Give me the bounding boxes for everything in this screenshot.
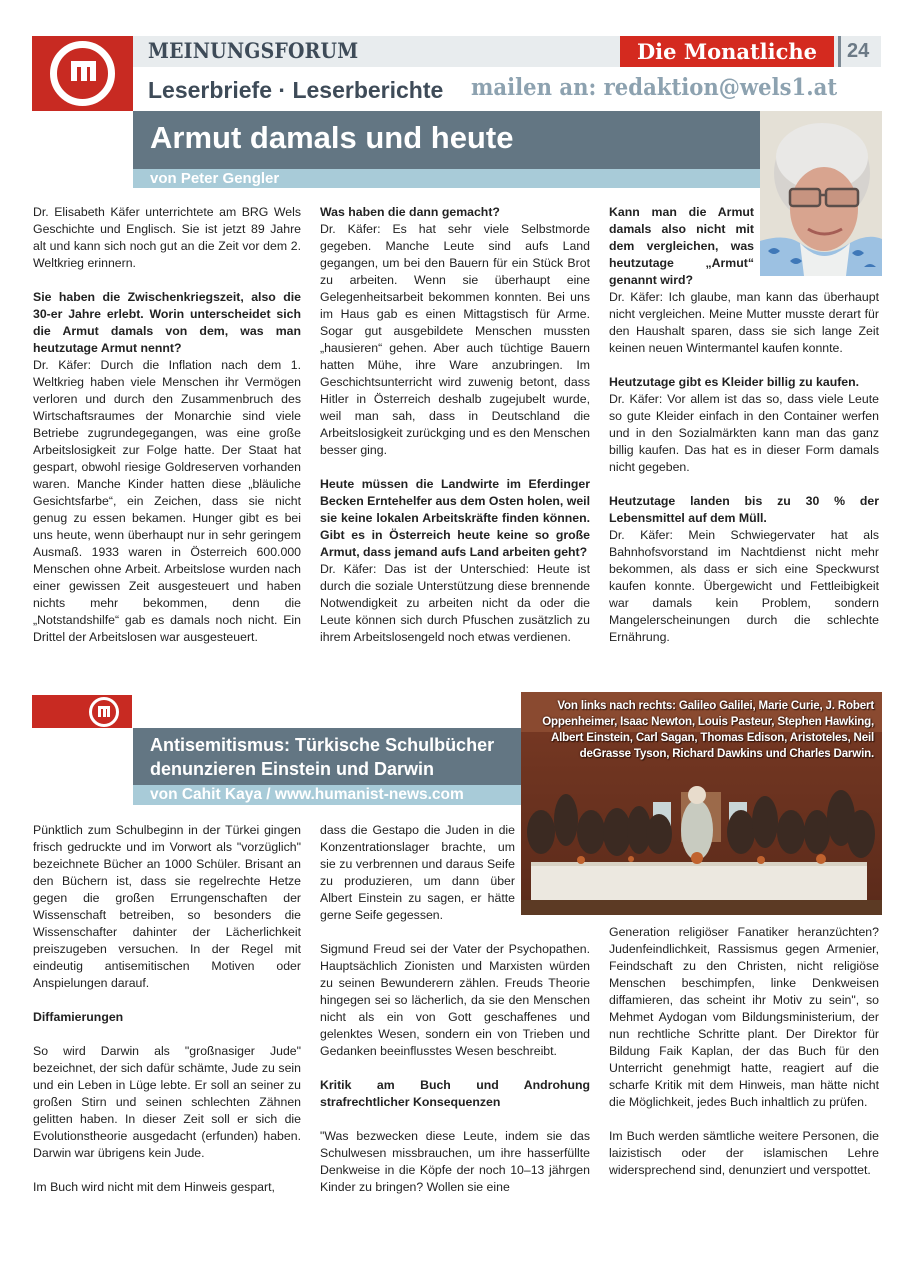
interview-question: Sie haben die Zwischenkriegszeit, also die 30-er Jahre erlebt. Worin unterscheidet sich die Armut damals von dem, was man heutzutage Armut nennt? (33, 290, 301, 355)
article-paragraph: Generation religiöser Fanatiker heranzüchten? Judenfeindlichkeit, Rassismus gegen Armenier, Feindschaft zu den Christen, nicht religiöse Menschen beschimpfen, linke Denkweisen diffamieren, das scheint ihr Motiv zu sein", so Mehmet Aydogan vom Bildungsministerium, der nun rechtliche Schritte plant. Der Direktor für Bildung Faik Kaplan, der das Buch für den Unterricht genehmigt hatte, reagiert auf die scharfe Kritik mit dem Hinweis, man hätte nicht die Möglichkeit, jedes Buch inhaltlich zu prüfen. (609, 925, 879, 1109)
interview-answer: Dr. Käfer: Mein Schwiegervater hat als Bahnhofsvorstand im Nachtdienst nicht mehr bekommen, als dass er sich eine Speckwurst kaufen konnte. Übergewicht und Fettleibigkeit war damals kein Problem, sondern Mangelerscheinungen durch die schlechte Ernährung. (609, 528, 879, 644)
interview-question: Kann man die Armut damals also nicht mit dem vergleichen, was heutzutage „Armut“ genannt wird? (609, 205, 754, 287)
interview-answer: Dr. Käfer: Es hat sehr viele Selbstmorde gegeben. Manche Leute sind aufs Land gegangen, um bei den Bauern für ein Stück Brot zu arbeiten. Wenn sie überhaupt eine Gelegenheitsarbeit bekommen konnten. Bei uns im Haus gab es einen Mittagstisch für Arme. Sogar gut ausgebildete Menschen mussten „hausieren“ gehen. Aber auch tüchtige Bauern hatten Mühe, ihre Ware anzubringen. Im Geschichtsunterricht wird zuwenig betont, dass Hitler in Österreich deshalb zugejubelt wurde, weil man sah, dass in Deutschland die Arbeitslosigkeit zurückging und es den Menschen besser ging. (320, 222, 591, 457)
article-paragraph: Im Buch werden sämtliche weitere Personen, die laizistisch oder der islamischen Lehre widersprechend sind, denunziert und verspottet. (609, 1129, 879, 1177)
article1-column-1 (33, 204, 301, 646)
painting-caption: Von links nach rechts: Galileo Galilei, Marie Curie, J. Robert Oppenheimer, Isaac Newton, Louis Pasteur, Stephen Hawking, Albert Einstein, Carl Sagan, Thomas Edison, Aristoteles, Neil deGrasse Tyson, Richard Dawkins und Charles Darwin. (542, 699, 874, 760)
article2-column-3 (609, 924, 879, 1179)
brand-logo (32, 36, 133, 111)
page-number: 24 (847, 40, 870, 62)
section-heading: Kritik am Buch und Androhung strafrechtlicher Konsequenzen (320, 1078, 590, 1109)
contact-email[interactable]: mailen an: redaktion@wels1.at (471, 74, 838, 101)
article2-title: Antisemitismus: Türkische Schulbücher denunzieren Einstein und Darwin (150, 735, 495, 779)
publication-name: Die Monatliche (620, 36, 834, 67)
article2-byline-bar (133, 785, 521, 805)
article1-byline: von Peter Gengler (150, 170, 280, 187)
intro-paragraph: Dr. Elisabeth Käfer unterrichtete am BRG Wels Geschichte und Englisch. Sie ist jetzt 89 Jahre alt und kann sich noch gut an die Zeit vor dem 2. Weltkrieg erinnern. (33, 205, 301, 270)
section-subtitle: Leserbriefe · Leserberichte (148, 77, 444, 103)
article-paragraph: dass die Gestapo die Juden in die Konzentrationslager brachte, um sie zu verbrennen und daraus Seife zu produzieren, um dann über Albert Einstein zu sagen, er hätte gerne Seife gegessen. (320, 823, 515, 922)
interview-question: Heutzutage gibt es Kleider billig zu kaufen. (609, 375, 860, 389)
interview-question: Heutzutage landen bis zu 30 % der Lebensmittel auf dem Müll. (609, 494, 879, 525)
section-heading: Diffamierungen (33, 1010, 124, 1024)
interview-question: Heute müssen die Landwirte im Eferdinger Becken Erntehelfer aus dem Osten holen, weil sie keine lokalen Arbeitskräfte finden können. Gibt es in Österreich heute keine so große Armut, dass jemand aufs Land arbeiten geht? (320, 477, 590, 559)
article1-title: Armut damals und heute (150, 120, 514, 155)
article-paragraph: "Was bezwecken diese Leute, indem sie das Schulwesen missbrauchen, um ihre hasserfüllte Denkweise in die Köpfe der noch 10–13 jährgen Kinder zu bringen? Wollen sie eine (320, 1129, 590, 1194)
article1-header (133, 111, 760, 169)
article-paragraph: Sigmund Freud sei der Vater der Psychopathen. Hauptsächlich Zionisten und Marxisten würden zu seinen Bewunderern zählen. Freuds Theorie hingegen sei so lächerlich, da sie den Menschen nicht als ein von Gott geschaffenes und gelenktes Wesen, sondern ein von Trieben und Gedanken beeinflusstes Wesen beschreibt. (320, 942, 590, 1058)
logo-m-icon (89, 697, 119, 727)
article2-column-1 (33, 822, 301, 1196)
article-paragraph: Im Buch wird nicht mit dem Hinweis gespart, (33, 1180, 275, 1194)
article1-column-3 (609, 204, 879, 646)
article-paragraph: Pünktlich zum Schulbeginn in der Türkei gingen frisch gedruckte und im Vorwort als "vorzüglich" bezeichnete Bücher an 1000 Schüler. Brisant an den Büchern ist, dass sie regelrechte Hetze gegen die großen Errungenschaften der Wissenschaft betreiben, so besonders die Wissenschafter dahinter der Lächerlichkeit preiszugeben versuchen. In der Regel mit eindeutig antisemitischen Motiven oder Anspielungen darauf. (33, 823, 301, 990)
article1-byline-bar (133, 169, 760, 188)
page-divider (838, 36, 841, 67)
section-title: MEINUNGSFORUM (148, 38, 359, 63)
article1-column-2 (320, 204, 590, 646)
interview-answer: Dr. Käfer: Das ist der Unterschied: Heute ist durch die soziale Unterstützung diese brennende Notwendigkeit zu arbeiten nicht da oder die Leute können sich durch Pfuschen zusätzlich zu ihrem Arbeitslosengeld noch etwas verdienen. (320, 562, 590, 644)
interview-answer: Dr. Käfer: Durch die Inflation nach dem 1. Weltkrieg haben viele Menschen ihr Vermögen verloren und durch den Zusammenbruch des Wirtschaftsraumes der Monarchie sind viele Betriebe zugrundegegangen, was eine große Arbeitslosigkeit zur Folge hatte. Der Staat hat gespart, obwohl riesige Goldreserven vorhanden waren. Manche Kinder hatten diese „bläuliche Gesichtsfarbe“, ein Zeichen, dass sie nicht genug zu essen bekamen. Hunger gibt es bei uns heute, wenn überhaupt nur in sehr geringem Ausmaß. 1933 waren in Österreich 600.000 Menschen ohne Arbeit. Arbeitslose wurden nach einer gewissen Zeit ausgesteuert und haben nichts mehr bekommen, denn die „Notstandshilfe“ gab es damals noch nicht. Ein Drittel der Arbeitslosen war ausgesteuert. (33, 358, 301, 644)
brand-logo-small (32, 695, 132, 728)
article2-column-2 (320, 822, 590, 1196)
article2-header (133, 728, 521, 785)
logo-m-icon (50, 41, 115, 106)
article-paragraph: So wird Darwin als "großnasiger Jude" bezeichnet, der sich dafür schämte, Jude zu sein und ein Leben in Lüge lebte. Er soll an seiner zu großen Stirn und seinen schlechten Zähnen gelitten haben. In dieser Zeit soll er sich die Evolutionstheorie ausgedacht (erfunden) haben. Darwin war übrigens kein Jude. (33, 1044, 301, 1160)
interview-question: Was haben die dann gemacht? (320, 205, 500, 219)
article2-byline: von Cahit Kaya / www.humanist-news.com (150, 786, 464, 803)
interview-answer: Dr. Käfer: Vor allem ist das so, dass viele Leute so gute Kleider einfach in den Container werfen und in den Sozialmärkten kann man das ganz billig kaufen. Das hat es in dieser Form damals nicht gegeben. (609, 392, 879, 474)
interview-answer: Dr. Käfer: Ich glaube, man kann das überhaupt nicht vergleichen. Meine Mutter musste derart für den Haushalt sparen, dass sie sich lange Zeit keinen neuen Wintermantel kaufen konnte. (609, 290, 879, 355)
